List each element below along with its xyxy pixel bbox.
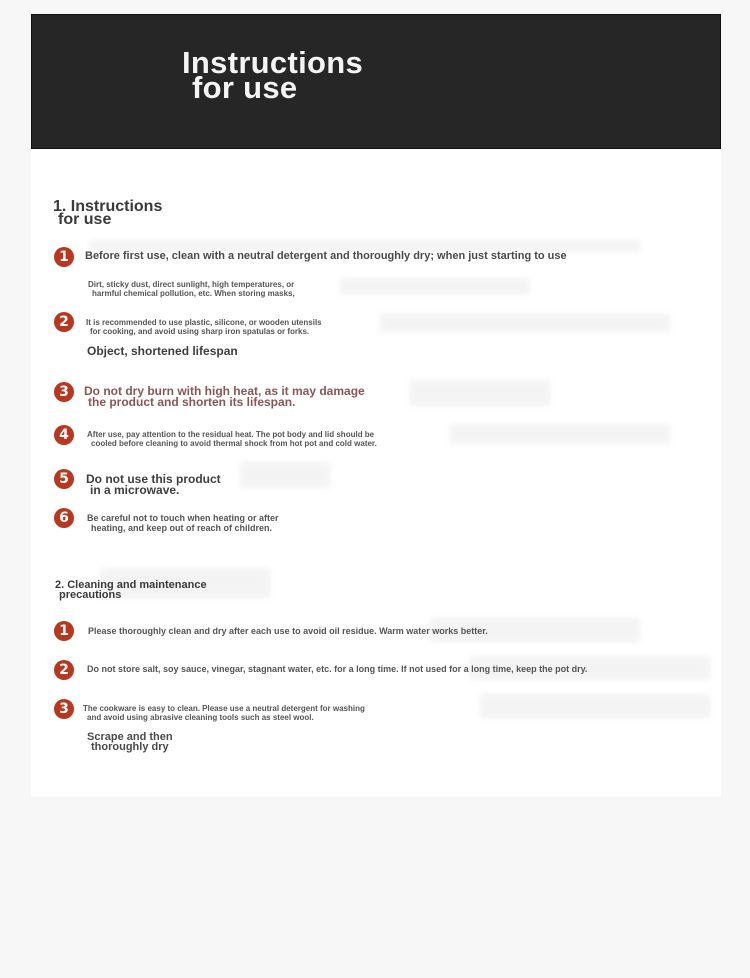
instruction-text: [86, 474, 221, 496]
section-title-cleaning: [55, 580, 207, 600]
instruction-text: Do not store salt, soy sauce, vinegar, stagnant water, etc. for a long time. If not used for a long time, keep the pot dry.: [87, 664, 588, 674]
instruction-line: in a microwave.: [90, 483, 180, 497]
instruction-line: heating, and keep out of reach of children.: [91, 523, 273, 533]
instruction-text: Object, shortened lifespan: [87, 344, 238, 358]
step-number-badge: 2: [54, 660, 74, 680]
step-number-badge: 6: [54, 508, 74, 528]
step-number-badge: 1: [54, 247, 74, 267]
ghost-artifact: [410, 380, 550, 406]
page-title-line1: Instructions: [182, 45, 364, 80]
instruction-line: It is recommended to use plastic, silicone, or wooden utensils: [86, 318, 322, 327]
ghost-artifact: [450, 424, 670, 444]
ghost-artifact: [340, 278, 530, 294]
warning-text: [84, 386, 365, 408]
step-number-badge: 2: [54, 312, 74, 332]
instruction-line: for cooking, and avoid using sharp iron spatulas or forks.: [90, 327, 310, 336]
instruction-line: Dirt, sticky dust, direct sunlight, high temperatures, or: [88, 280, 295, 289]
section-title-instructions: [53, 200, 162, 226]
section-title-line1: 1. Instructions: [53, 198, 163, 215]
instruction-text: [87, 732, 173, 752]
step-number-badge: 3: [54, 382, 74, 402]
section-title-line2: for use: [58, 211, 112, 228]
ghost-artifact: [240, 462, 330, 488]
step-number-badge: 4: [54, 425, 74, 445]
instruction-line: thoroughly dry: [91, 741, 169, 753]
step-number-badge: 1: [54, 621, 74, 641]
instruction-text: [87, 513, 279, 533]
instruction-line: Scrape and then: [87, 731, 173, 743]
page-title-line2: for use: [192, 70, 298, 105]
instruction-line: Do not use this product: [86, 472, 221, 486]
ghost-artifact: [480, 694, 710, 718]
instruction-line: Be careful not to touch when heating or after: [87, 513, 279, 523]
instruction-line: harmful chemical pollution, etc. When storing masks,: [92, 289, 295, 298]
page-title: [182, 45, 364, 105]
warning-line: the product and shorten its lifespan.: [88, 395, 296, 409]
instruction-line: The cookware is easy to clean. Please use a neutral detergent for washing: [83, 704, 365, 713]
section-title-line1: 2. Cleaning and maintenance: [55, 579, 207, 591]
instruction-line: After use, pay attention to the residual heat. The pot body and lid should be: [87, 430, 375, 439]
section-title-line2: precautions: [59, 589, 122, 601]
instruction-text: [83, 704, 365, 722]
instruction-text: [88, 280, 295, 298]
instruction-line: and avoid using abrasive cleaning tools such as steel wool.: [87, 713, 314, 722]
instruction-line: cooled before cleaning to avoid thermal shock from hot pot and cold water.: [91, 439, 377, 448]
ghost-artifact: [380, 314, 670, 332]
instruction-text: Before first use, clean with a neutral detergent and thoroughly dry; when just starting to use: [85, 250, 567, 262]
warning-line: Do not dry burn with high heat, as it may damage: [84, 384, 365, 398]
header-banner: [31, 14, 721, 149]
step-number-badge: 5: [54, 469, 74, 489]
step-number-badge: 3: [54, 699, 74, 719]
instruction-text: [87, 430, 377, 448]
instruction-text: Please thoroughly clean and dry after each use to avoid oil residue. Warm water works better.: [88, 626, 488, 636]
instruction-text: [86, 318, 322, 336]
